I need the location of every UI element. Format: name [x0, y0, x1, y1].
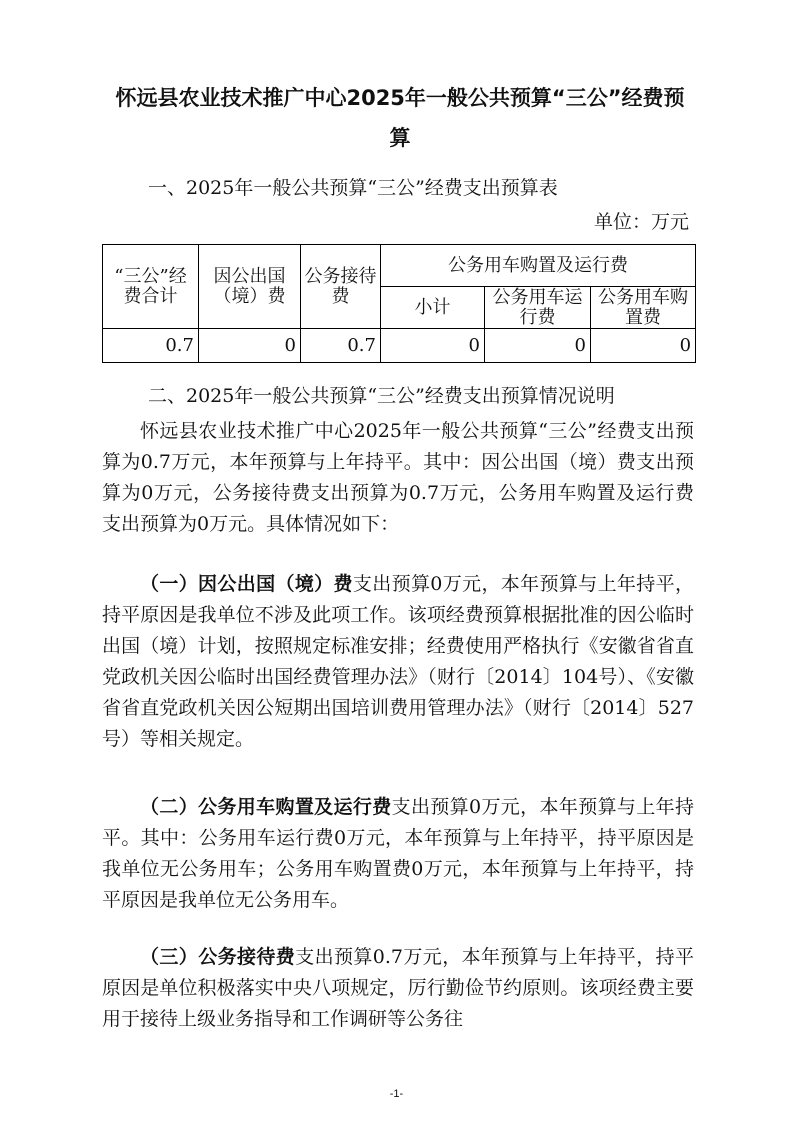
header-subtotal: 小计 — [381, 287, 485, 329]
value-reception: 0.7 — [301, 329, 381, 363]
item-1-text: 支出预算0万元，本年预算与上年持平，持平原因是我单位不涉及此项工作。该项经费预算根据批准的因公临时出国（境）计划，按照规定标准安排；经费使用严格执行《安徽省省直党政机关因公临时出国经费管理办法》（财行〔2014〕104号）、《安徽省省直党政机关因公短期出国培训费用管理办法》（财行〔2014〕527号）等相关规定。 — [102, 573, 694, 750]
value-total: 0.7 — [103, 329, 199, 363]
item-3-text: 支出预算0.7万元，本年预算与上年持平，持平原因是单位积极落实中央八项规定，厉行勤俭节约原则。该项经费主要用于接待上级业务指导和工作调研等公务往 — [102, 946, 694, 1030]
document-title-line-1: 怀远县农业技术推广中心2025年一般公共预算“三公”经费预 — [115, 86, 685, 110]
section-1-heading: 一、2025年一般公共预算“三公”经费支出预算表 — [148, 177, 558, 199]
item-2-paragraph — [102, 792, 694, 916]
unit-label: 单位：万元 — [593, 211, 689, 233]
header-vehicle-operation: 公务用车运行费 — [485, 287, 591, 329]
header-total: “三公”经费合计 — [103, 245, 199, 329]
item-1-paragraph — [102, 569, 694, 755]
budget-table — [102, 244, 696, 363]
item-2-text: 支出预算0万元，本年预算与上年持平。其中：公务用车运行费0万元，本年预算与上年持平，持平原因是我单位无公务用车；公务用车购置费0万元，本年预算与上年持平，持平原因是我单位无公务用车。 — [102, 796, 694, 911]
value-vehicle-operation: 0 — [485, 329, 591, 363]
item-3-title: （三）公务接待费 — [140, 946, 296, 968]
value-vehicle-purchase: 0 — [591, 329, 696, 363]
value-subtotal: 0 — [381, 329, 485, 363]
header-vehicle-purchase: 公务用车购置费 — [591, 287, 696, 329]
document-title-line-2: 算 — [389, 126, 411, 150]
intro-paragraph: 怀远县农业技术推广中心2025年一般公共预算“三公”经费支出预算为0.7万元，本年预算与上年持平。其中：因公出国（境）费支出预算为0万元，公务接待费支出预算为0.7万元，公务用车购置及运行费支出预算为0万元。具体情况如下： — [102, 420, 694, 535]
item-1-title: （一）因公出国（境）费 — [140, 573, 353, 595]
header-reception: 公务接待费 — [301, 245, 381, 329]
item-2-title: （二）公务用车购置及运行费 — [140, 796, 392, 818]
section-2-heading: 二、2025年一般公共预算“三公”经费支出预算情况说明 — [148, 385, 615, 407]
header-vehicle-group: 公务用车购置及运行费 — [381, 245, 696, 287]
table-row — [103, 329, 696, 363]
item-3-paragraph — [102, 942, 694, 1035]
value-abroad: 0 — [199, 329, 301, 363]
page-number: -1- — [389, 1088, 404, 1100]
table-header-row — [103, 245, 696, 287]
header-abroad: 因公出国（境）费 — [199, 245, 301, 329]
